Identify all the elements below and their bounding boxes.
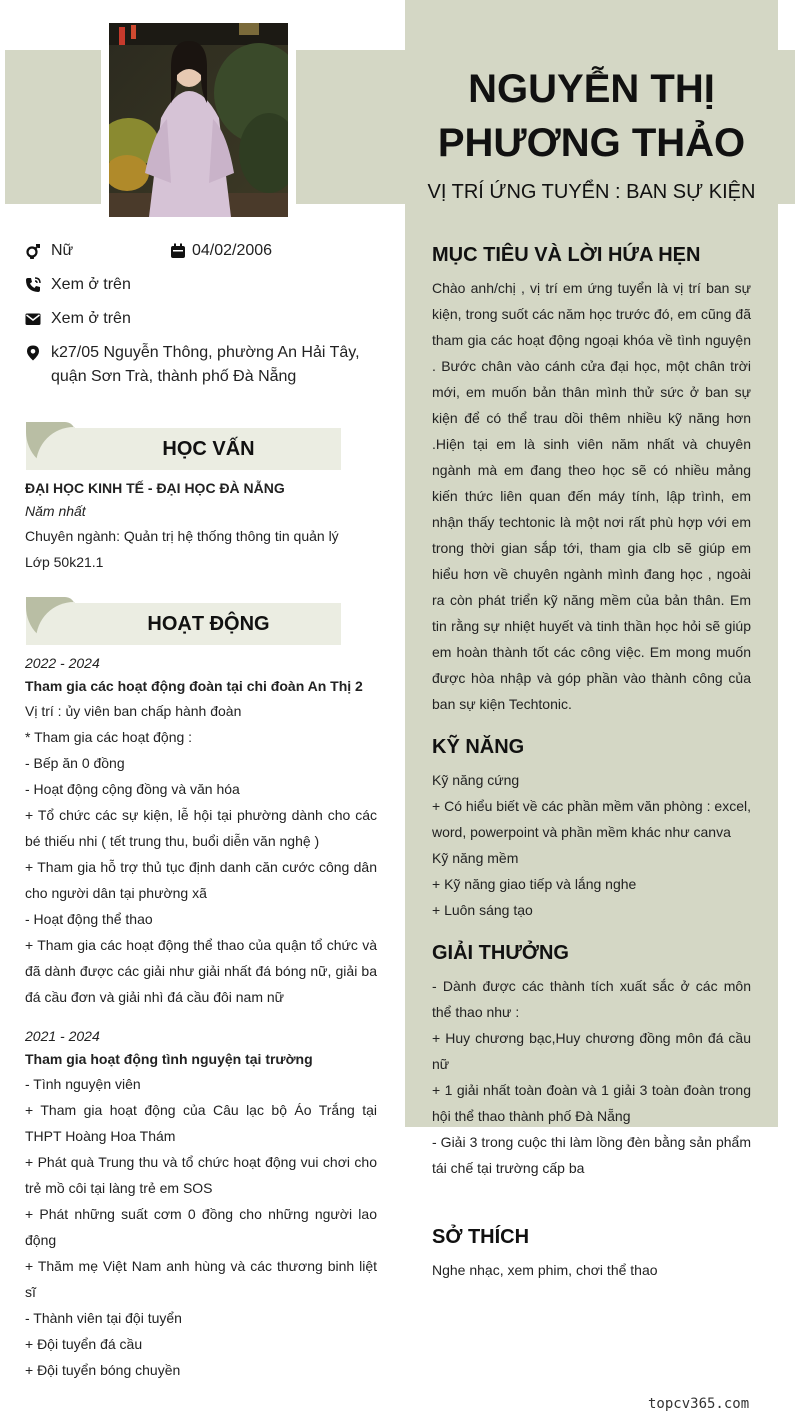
address-line-1: k27/05 Nguyễn Thông, phường An Hải Tây, — [51, 344, 360, 361]
gender-icon — [25, 243, 41, 259]
list-item: + Có hiểu biết về các phần mềm văn phòng : excel, word, powerpoint và phần mềm khác như canva — [432, 798, 751, 840]
location-icon — [25, 345, 41, 361]
list-item: - Bếp ăn 0 đồng — [25, 755, 125, 771]
gender-value: Nữ — [51, 242, 74, 259]
activity-2-period: 2021 - 2024 — [25, 1028, 100, 1044]
activity-1-heading: Tham gia các hoạt động đoàn tại chi đoàn An Thị 2 — [25, 678, 363, 694]
education-major: Chuyên ngành: Quản trị hệ thống thông tin quản lý — [25, 528, 339, 544]
list-item: - Thành viên tại đội tuyển — [25, 1310, 182, 1326]
list-item: Kỹ năng mềm — [432, 850, 519, 866]
list-item: + Thăm mẹ Việt Nam anh hùng và các thương binh liệt sĩ — [25, 1258, 377, 1300]
calendar-icon — [170, 243, 186, 259]
list-item: - Dành được các thành tích xuất sắc ở các môn thể thao như : — [432, 978, 751, 1020]
list-item: + Tham gia các hoạt động thể thao của quận tổ chức và đã dành được các giải như giải nhất đá bóng nữ, giải ba đá cầu đơn và giải nhì đá cầu đôi nam nữ — [25, 937, 377, 1005]
activities-header — [26, 597, 341, 645]
header-band-right — [776, 50, 795, 204]
phone-value: Xem ở trên — [51, 276, 131, 293]
candidate-name: NGUYỄN THỊ PHƯƠNG THẢO — [437, 67, 746, 165]
profile-photo — [109, 23, 288, 217]
applied-position: VỊ TRÍ ỨNG TUYỂN : BAN SỰ KIỆN — [427, 181, 756, 203]
list-item: + Tổ chức các sự kiện, lễ hội tại phường dành cho các bé thiếu nhi ( tết trung thu, buổi diễn văn nghệ ) — [25, 807, 377, 849]
education-header — [26, 422, 341, 470]
birthday-value: 04/02/2006 — [192, 242, 273, 259]
education-class: Lớp 50k21.1 — [25, 554, 104, 570]
list-item: - Tình nguyện viên — [25, 1076, 141, 1092]
list-item: + Đội tuyển bóng chuyền — [25, 1362, 181, 1378]
activity-1-period: 2022 - 2024 — [25, 655, 100, 671]
list-item: Vị trí : ủy viên ban chấp hành đoàn — [25, 703, 242, 719]
list-item: + Luôn sáng tạo — [432, 902, 533, 918]
header-band-middle — [296, 50, 406, 204]
list-item: + Phát quà Trung thu và tổ chức hoạt động vui chơi cho trẻ mồ côi tại làng trẻ em SOS — [25, 1154, 377, 1196]
list-item: + Tham gia hỗ trợ thủ tục định danh căn cước công dân cho người dân tại phường xã — [25, 859, 377, 901]
activity-1-details — [25, 698, 377, 1010]
hobbies-title: SỞ THÍCH — [432, 1226, 530, 1248]
education-school: ĐẠI HỌC KINH TẾ - ĐẠI HỌC ĐÀ NẴNG — [25, 480, 285, 496]
activity-2-heading: Tham gia hoạt động tình nguyện tại trường — [25, 1051, 313, 1067]
list-item: - Hoạt động thể thao — [25, 911, 153, 927]
phone-icon — [25, 277, 41, 293]
activities-title: HOẠT ĐỘNG — [147, 613, 270, 635]
list-item: + Phát những suất cơm 0 đồng cho những người lao động — [25, 1206, 377, 1248]
awards-list — [432, 973, 751, 1181]
list-item: + Tham gia hoạt động của Câu lạc bộ Áo Trắng tại THPT Hoàng Hoa Thám — [25, 1102, 377, 1144]
objective-title: MỤC TIÊU VÀ LỜI HỨA HẸN — [432, 244, 701, 266]
list-item: Kỹ năng cứng — [432, 772, 520, 788]
hobbies-text: Nghe nhạc, xem phim, chơi thể thao — [432, 1262, 658, 1278]
list-item: + Kỹ năng giao tiếp và lắng nghe — [432, 876, 637, 892]
education-title: HỌC VẤN — [162, 438, 255, 460]
email-icon — [25, 311, 41, 327]
watermark: topcv365.com — [648, 1396, 750, 1412]
header-band-left — [5, 50, 101, 204]
address-value — [51, 341, 371, 389]
skills-title: KỸ NĂNG — [432, 736, 525, 758]
list-item: + 1 giải nhất toàn đoàn và 1 giải 3 toàn đoàn trong hội thể thao thành phố Đà Nẵng — [432, 1082, 751, 1124]
skills-list — [432, 767, 751, 923]
education-year: Năm nhất — [25, 503, 86, 519]
objective-text: Chào anh/chị , vị trí em ứng tuyển là vị trí ban sự kiện, trong suốt các năm học trước đó, em cũng đã tham gia các hoạt động ngoại khóa về tình nguyện . Bước chân vào cánh cửa đại học, một chân trời mới, em muốn bản thân mình thử sức ở ban sự kiện để có thể trau dồi thêm nhiều kỹ năng hơn .Hiện tại em là sinh viên năm nhất và chuyên ngành mà em đang theo học sẽ có nhiều mảng kiến thức liên quan đến máy tính, lập trình, em nhận thấy techtonic là một nơi rất phù hợp với em trong thời gian sắp tới, tham gia clb sẽ giúp em hiểu hơn về chuyên ngành mình đang học , ngoài ra còn phát triển kỹ năng mềm của bản thân. Em tin rằng sự nhiệt huyết và tinh thần học hỏi sẽ giúp em hoàn thành tốt các công việc. Em mong muốn được hòa nhập và góp phần vào thành công của ban sự kiện Techtonic. — [432, 280, 751, 712]
awards-title: GIẢI THƯỞNG — [432, 942, 569, 964]
list-item: - Hoạt động cộng đồng và văn hóa — [25, 781, 240, 797]
email-value: Xem ở trên — [51, 310, 131, 327]
list-item: - Giải 3 trong cuộc thi làm lồng đèn bằng sản phẩm tái chế tại trường cấp ba — [432, 1134, 751, 1176]
list-item: + Đội tuyển đá cầu — [25, 1336, 143, 1352]
list-item: + Huy chương bạc,Huy chương đồng môn đá cầu nữ — [432, 1030, 751, 1072]
list-item: * Tham gia các hoạt động : — [25, 729, 193, 745]
activity-2-details — [25, 1071, 377, 1383]
address-line-2: quận Sơn Trà, thành phố Đà Nẵng — [51, 368, 297, 385]
